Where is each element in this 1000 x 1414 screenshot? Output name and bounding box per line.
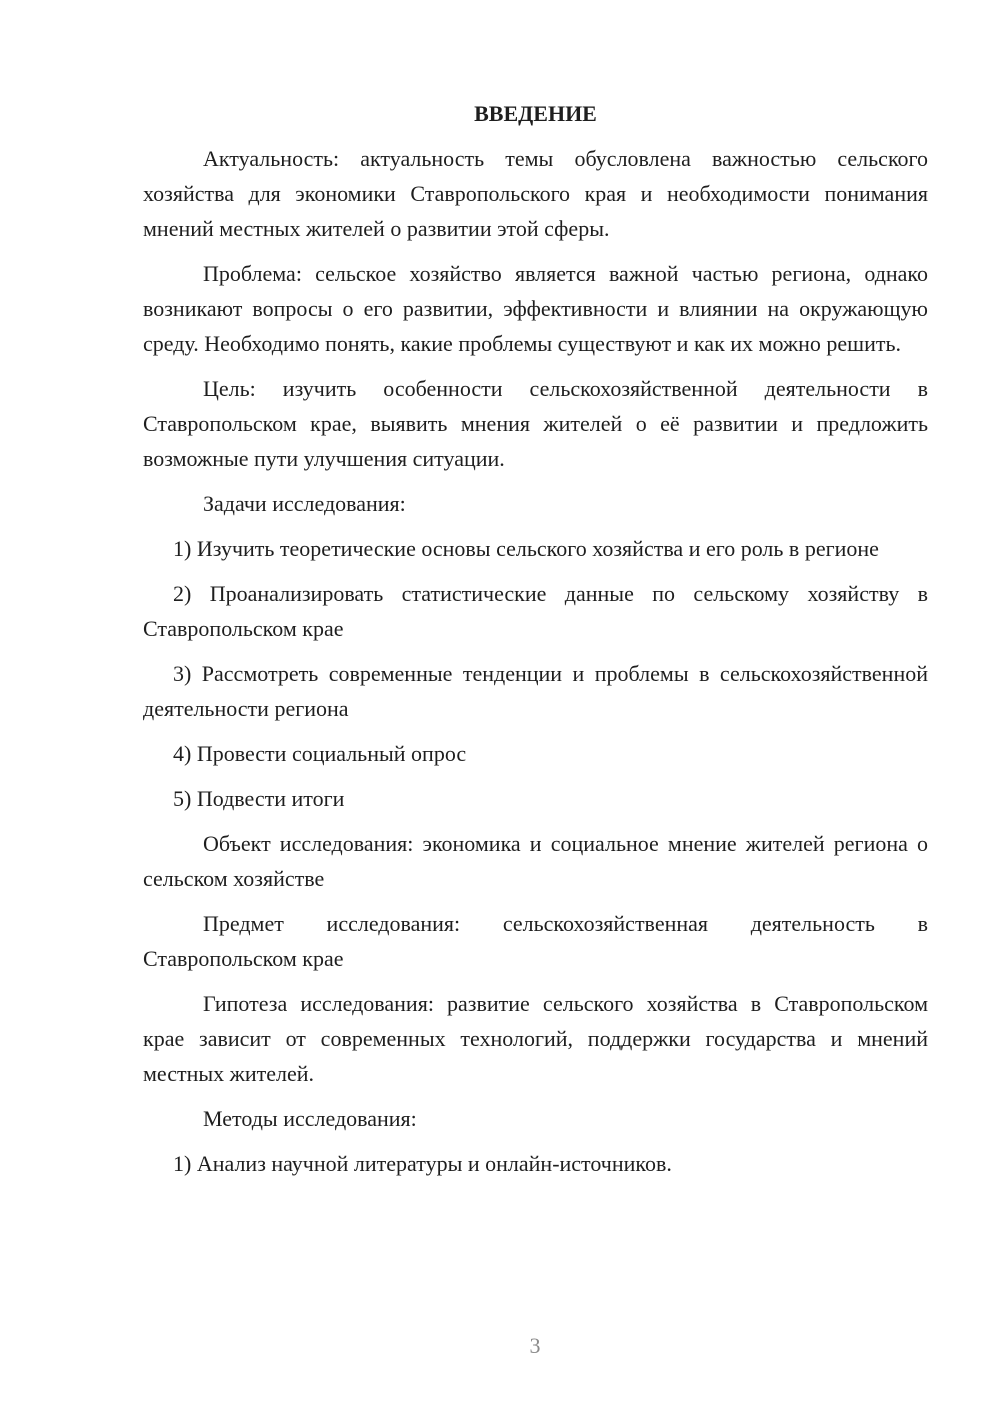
problem-paragraph: Проблема: сельское хозяйство является важной частью региона, однако возникают вопросы о его развитии, эффективности и влиянии на окружающую среду. Необходимо понять, какие проблемы существуют и как их можно решить. [143, 261, 928, 356]
task-item: 2) Проанализировать статистические данные по сельскому хозяйству в Ставропольском крае [143, 581, 928, 641]
tasks-heading: Задачи исследования: [203, 491, 406, 516]
section-title: ВВЕДЕНИЕ [474, 101, 597, 126]
goal-paragraph: Цель: изучить особенности сельскохозяйственной деятельности в Ставропольском крае, выявить мнения жителей о её развитии и предложить возможные пути улучшения ситуации. [143, 376, 928, 471]
task-item: 4) Провести социальный опрос [173, 741, 467, 766]
hypothesis-paragraph: Гипотеза исследования: развитие сельского хозяйства в Ставропольском крае зависит от современных технологий, поддержки государства и мнений местных жителей. [143, 991, 928, 1086]
task-item: 3) Рассмотреть современные тенденции и проблемы в сельскохозяйственной деятельности региона [143, 661, 928, 721]
relevance-paragraph: Актуальность: актуальность темы обусловлена важностью сельского хозяйства для экономики Ставропольского края и необходимости понимания мнений местных жителей о развитии этой сферы. [143, 146, 928, 241]
methods-heading: Методы исследования: [203, 1106, 417, 1131]
method-item: 1) Анализ научной литературы и онлайн-источников. [173, 1151, 672, 1176]
page-content [143, 96, 928, 1191]
task-item: 5) Подвести итоги [173, 786, 345, 811]
object-paragraph: Объект исследования: экономика и социальное мнение жителей региона о сельском хозяйстве [143, 831, 928, 891]
page-number: 3 [529, 1333, 541, 1358]
subject-paragraph: Предмет исследования: сельскохозяйственная деятельность в Ставропольском крае [143, 911, 928, 971]
task-item: 1) Изучить теоретические основы сельского хозяйства и его роль в регионе [173, 536, 879, 561]
